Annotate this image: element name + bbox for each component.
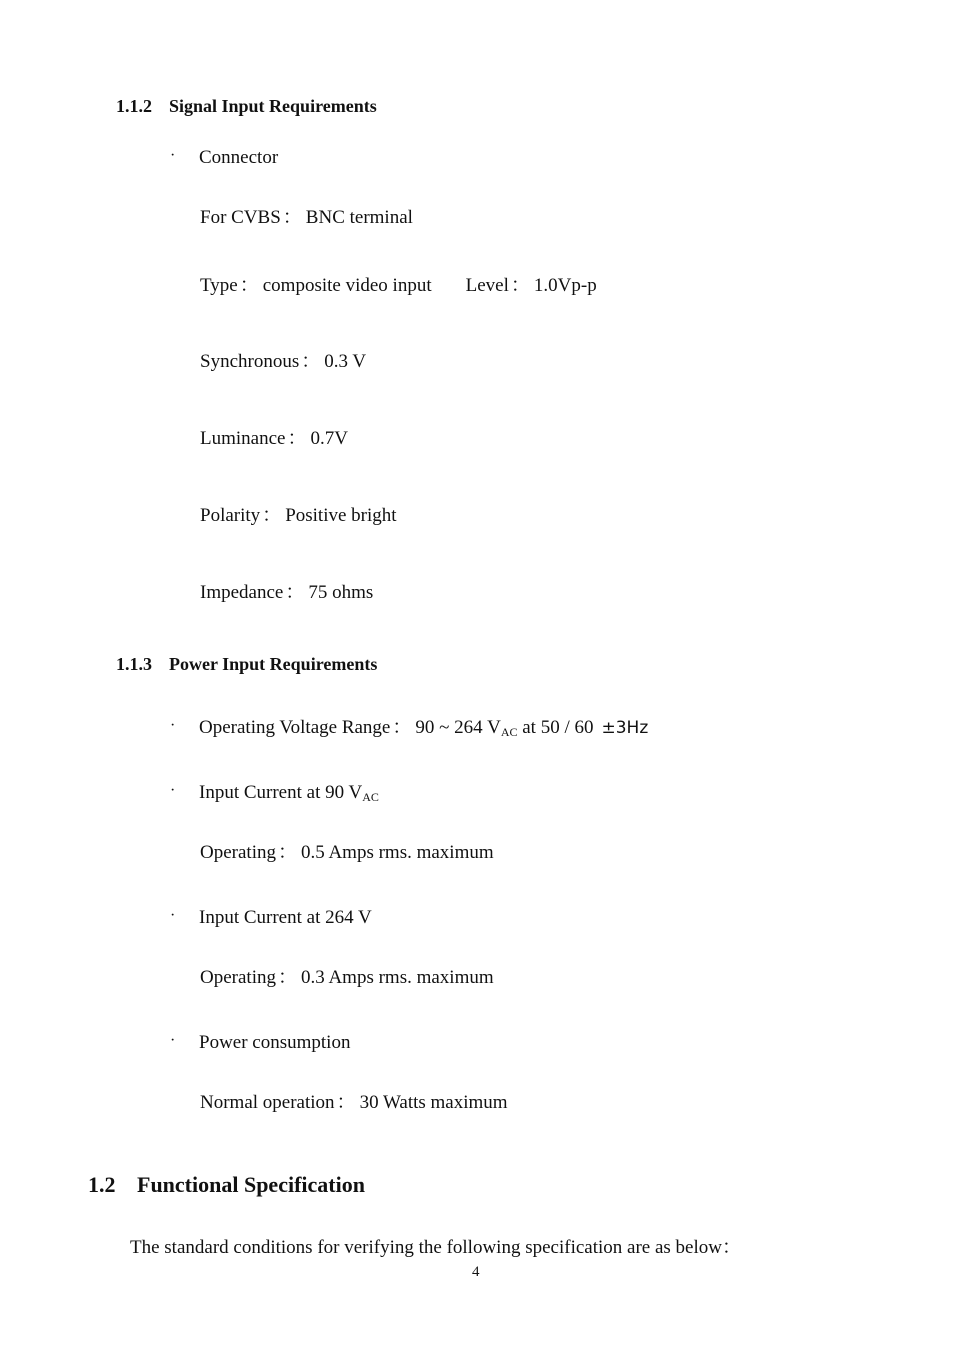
voltage-range-line: Operating Voltage Range ： 90 ~ 264 $V_{AC}$ at 50 / 60 ±3Hz [199, 717, 649, 739]
functional-intro: The standard conditions for verifying the following specification are as below： [130, 1237, 741, 1258]
bullet: · [170, 907, 176, 924]
level-value: 1.0Vp-p [533, 275, 597, 296]
page-number: 4 [472, 1264, 480, 1280]
section-title: Power Input Requirements [169, 654, 378, 674]
section-heading-1-1-3 [116, 655, 377, 673]
type-label: Type [200, 275, 238, 296]
bullet: · [170, 782, 176, 799]
sync-line: Synchronous ： 0.3 V [200, 351, 367, 372]
bullet: · [170, 147, 176, 164]
section-title: Functional Specification [137, 1172, 365, 1197]
section-number: 1.1.3 [116, 654, 152, 674]
input-current-264-line: Input Current at 264 V [199, 907, 372, 928]
impedance-line: Impedance ： 75 ohms [200, 582, 374, 603]
normal-operation-line: Normal operation ： 30 Watts maximum [200, 1092, 508, 1113]
input-current-90-line: Input Current at 90 $V_{AC}$ [199, 782, 379, 804]
power-consumption-line: Power consumption [199, 1032, 351, 1053]
luminance-line: Luminance ： 0.7V [200, 428, 348, 449]
section-heading-1-1-2 [116, 97, 377, 115]
cvbs-line: For CVBS ： BNC terminal [200, 207, 413, 228]
operating-264-line: Operating ： 0.3 Amps rms. maximum [200, 967, 494, 988]
operating-90-line: Operating ： 0.5 Amps rms. maximum [200, 842, 494, 863]
section-number: 1.1.2 [116, 96, 152, 116]
section-number: 1.2 [88, 1172, 116, 1197]
bullet: · [170, 1032, 176, 1049]
polarity-line: Polarity ： Positive bright [200, 505, 397, 526]
connector-label: Connector [199, 147, 279, 168]
section-heading-1-2 [88, 1174, 365, 1196]
level-label: Level [465, 275, 509, 296]
type-value: composite video input [262, 275, 432, 296]
type-level-line: Type ： composite video input Level ： 1.0Vp-p [200, 275, 597, 296]
bullet: · [170, 717, 176, 734]
section-title: Signal Input Requirements [169, 96, 377, 116]
